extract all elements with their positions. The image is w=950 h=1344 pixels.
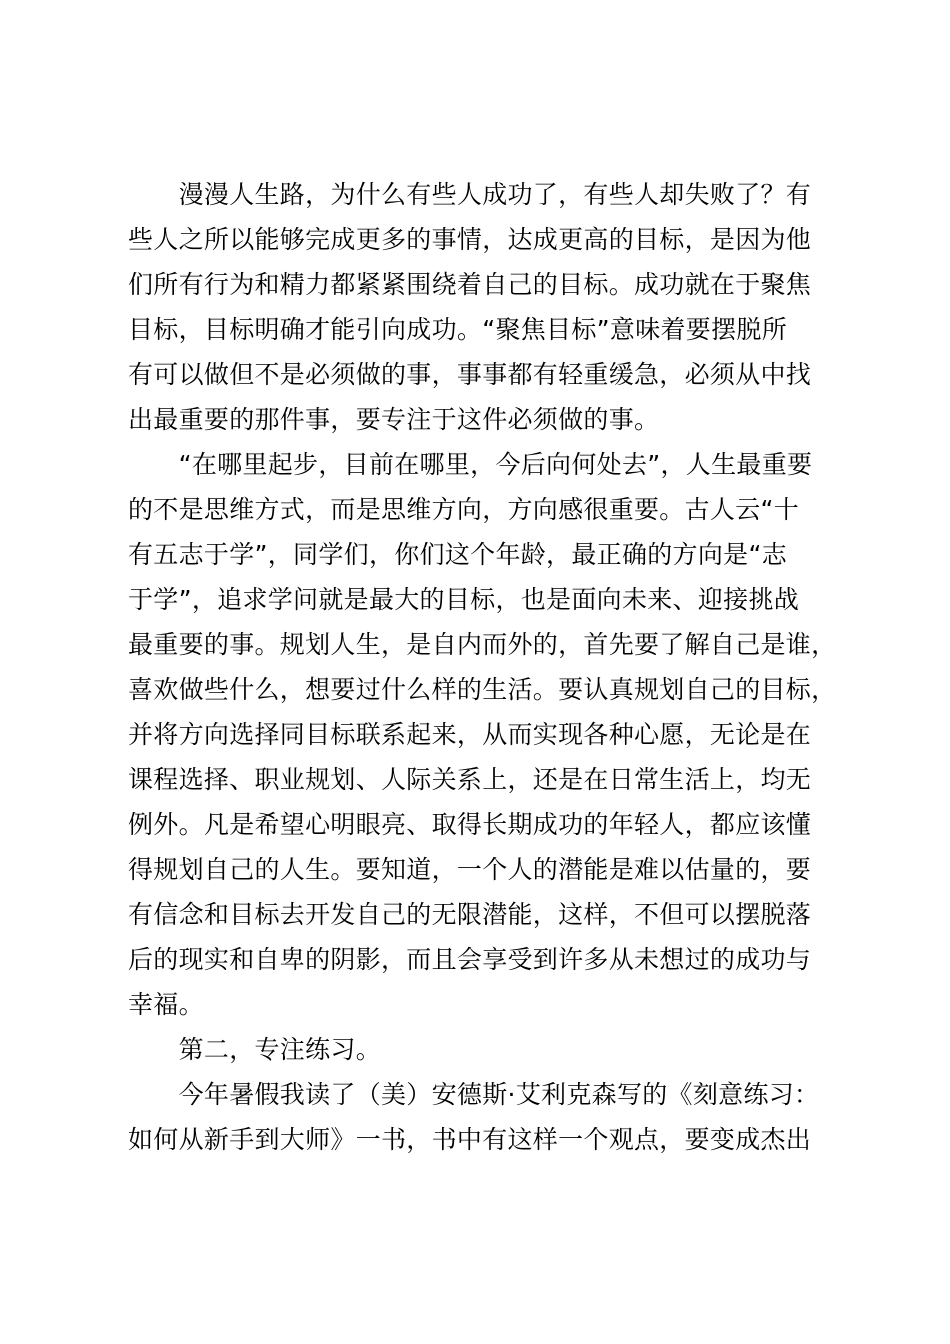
text-line: 有五志于学”，同学们，你们这个年龄，最正确的方向是“志 bbox=[128, 540, 788, 569]
text-line: 有可以做但不是必须做的事，事事都有轻重缓急，必须从中找 bbox=[128, 360, 812, 389]
section-heading: 第二，专注练习。 bbox=[128, 1035, 382, 1064]
text-line: 课程选择、职业规划、人际关系上，还是在日常生活上，均无 bbox=[128, 765, 812, 794]
text-line: 些人之所以能够完成更多的事情，达成更高的目标，是因为他 bbox=[128, 225, 812, 254]
text-line: 喜欢做些什么，想要过什么样的生活。要认真规划自己的目标， bbox=[128, 675, 837, 704]
text-line: 的不是思维方式，而是思维方向，方向感很重要。古人云“十 bbox=[128, 495, 800, 524]
text-line: 出最重要的那件事，要专注于这件必须做的事。 bbox=[128, 405, 660, 434]
text-line: 并将方向选择同目标联系起来，从而实现各种心愿，无论是在 bbox=[128, 720, 812, 749]
text-line: 例外。凡是希望心明眼亮、取得长期成功的年轻人，都应该懂 bbox=[128, 810, 812, 839]
text-line: 有信念和目标去开发自己的无限潜能，这样，不但可以摆脱落 bbox=[128, 900, 812, 929]
text-line: 今年暑假我读了（美）安德斯·艾利克森写的《刻意练习： bbox=[128, 1080, 820, 1109]
text-line: 如何从新手到大师》一书，书中有这样一个观点，要变成杰出 bbox=[128, 1125, 812, 1154]
text-line: 目标，目标明确才能引向成功。“聚焦目标”意味着要摆脱所 bbox=[128, 315, 788, 344]
body-text bbox=[128, 172, 837, 1162]
text-line: “在哪里起步，目前在哪里，今后向何处去”，人生最重要 bbox=[128, 450, 813, 479]
text-line: 最重要的事。规划人生，是自内而外的，首先要了解自己是谁， bbox=[128, 630, 837, 659]
text-line: 于学”，追求学问就是最大的目标，也是面向未来、迎接挑战 bbox=[128, 585, 800, 614]
text-line: 得规划自己的人生。要知道，一个人的潜能是难以估量的，要 bbox=[128, 855, 812, 884]
text-line: 幸福。 bbox=[128, 990, 204, 1019]
text-line: 后的现实和自卑的阴影，而且会享受到许多从未想过的成功与 bbox=[128, 945, 812, 974]
text-line: 漫漫人生路，为什么有些人成功了，有些人却失败了？有 bbox=[128, 180, 812, 209]
text-line: 们所有行为和精力都紧紧围绕着自己的目标。成功就在于聚焦 bbox=[128, 270, 812, 299]
